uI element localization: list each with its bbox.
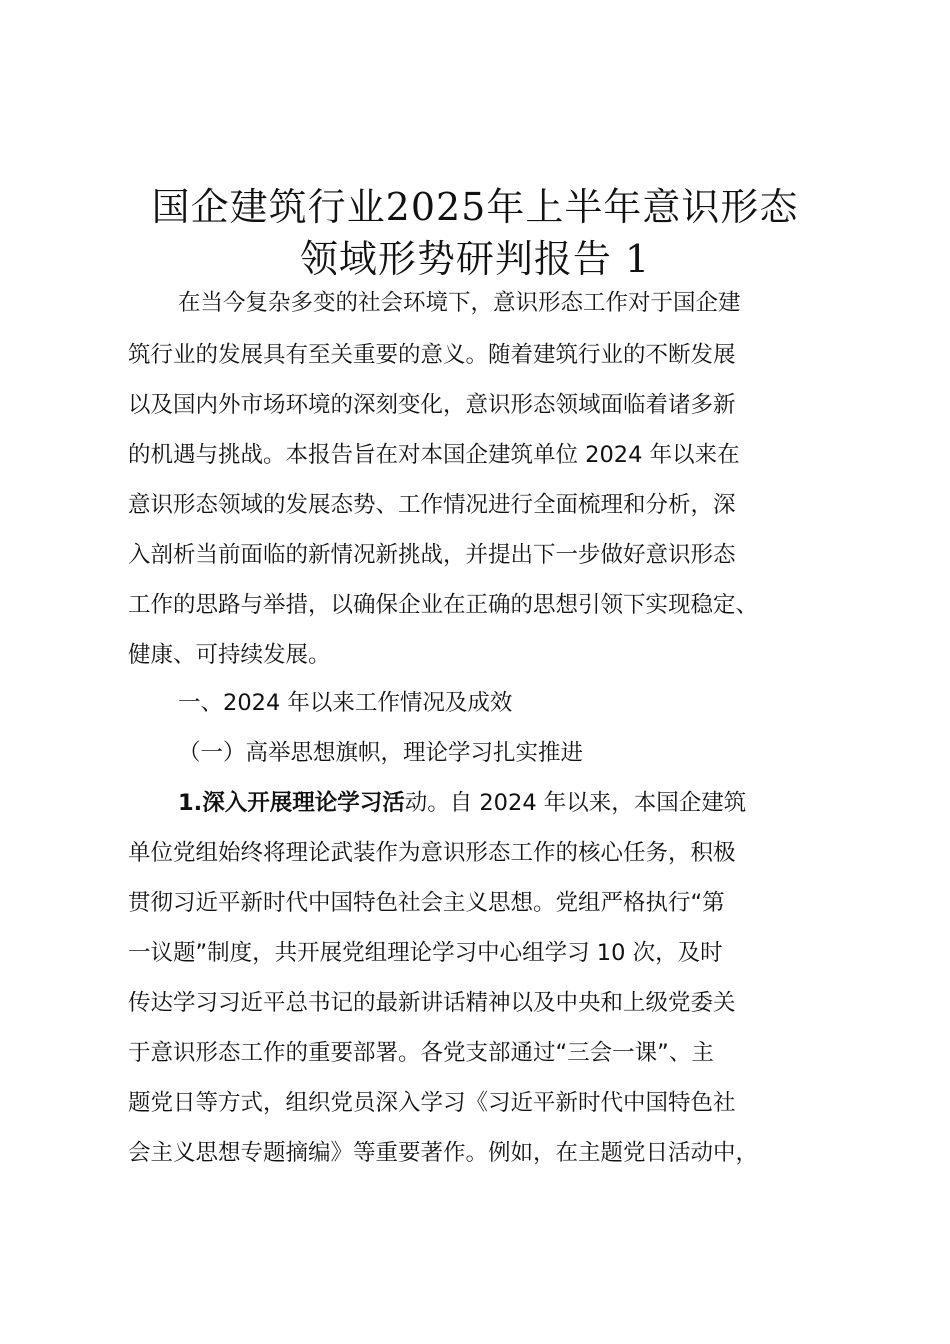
intro-line-7: 工作的思路与举措，以确保企业在正确的思想引领下实现稳定、 — [128, 592, 759, 618]
intro-line-2: 筑行业的发展具有至关重要的意义。随着建筑行业的不断发展 — [128, 342, 736, 368]
intro-line-8: 健康、可持续发展。 — [128, 642, 331, 668]
item-1-line-8: 会主义思想专题摘编》等重要著作。例如，在主题党日活动中， — [128, 1140, 759, 1166]
item-1-line-5: 传达学习习近平总书记的最新讲话精神以及中央和上级党委关 — [128, 990, 736, 1016]
section-heading-2: （一）高举思想旗帜，理论学习扎实推进 — [178, 740, 584, 766]
section-heading-1: 一、2024 年以来工作情况及成效 — [178, 690, 513, 716]
item-1-line-2: 单位党组始终将理论武装作为意识形态工作的核心任务，积极 — [128, 840, 736, 866]
intro-line-5: 意识形态领域的发展态势、工作情况进行全面梳理和分析，深 — [128, 492, 736, 518]
item-1-bold-heading: 1.深入开展理论学习活 — [178, 790, 405, 816]
document-title-line-1: 国企建筑行业2025年上半年意识形态 — [151, 185, 799, 229]
document-title-line-2: 领域形势研判报告 1 — [299, 237, 651, 281]
item-1-line-7: 题党日等方式，组织党员深入学习《习近平新时代中国特色社 — [128, 1090, 736, 1116]
intro-line-1: 在当今复杂多变的社会环境下，意识形态工作对于国企建 — [178, 290, 741, 316]
item-1-first-line-text: 动。自 2024 年以来，本国企建筑 — [404, 790, 747, 816]
item-1-first-line — [178, 788, 746, 818]
item-1-line-3: 贯彻习近平新时代中国特色社会主义思想。党组严格执行“第 — [128, 890, 725, 916]
intro-line-3: 以及国内外市场环境的深刻变化，意识形态领域面临着诸多新 — [128, 392, 736, 418]
intro-line-4: 的机遇与挑战。本报告旨在对本国企建筑单位 2024 年以来在 — [128, 442, 740, 468]
item-1-line-6: 于意识形态工作的重要部署。各党支部通过“三会一课”、主 — [128, 1040, 714, 1066]
item-1-line-4: 一议题”制度，共开展党组理论学习中心组学习 10 次，及时 — [128, 940, 723, 966]
intro-line-6: 入剖析当前面临的新情况新挑战，并提出下一步做好意识形态 — [128, 542, 736, 568]
